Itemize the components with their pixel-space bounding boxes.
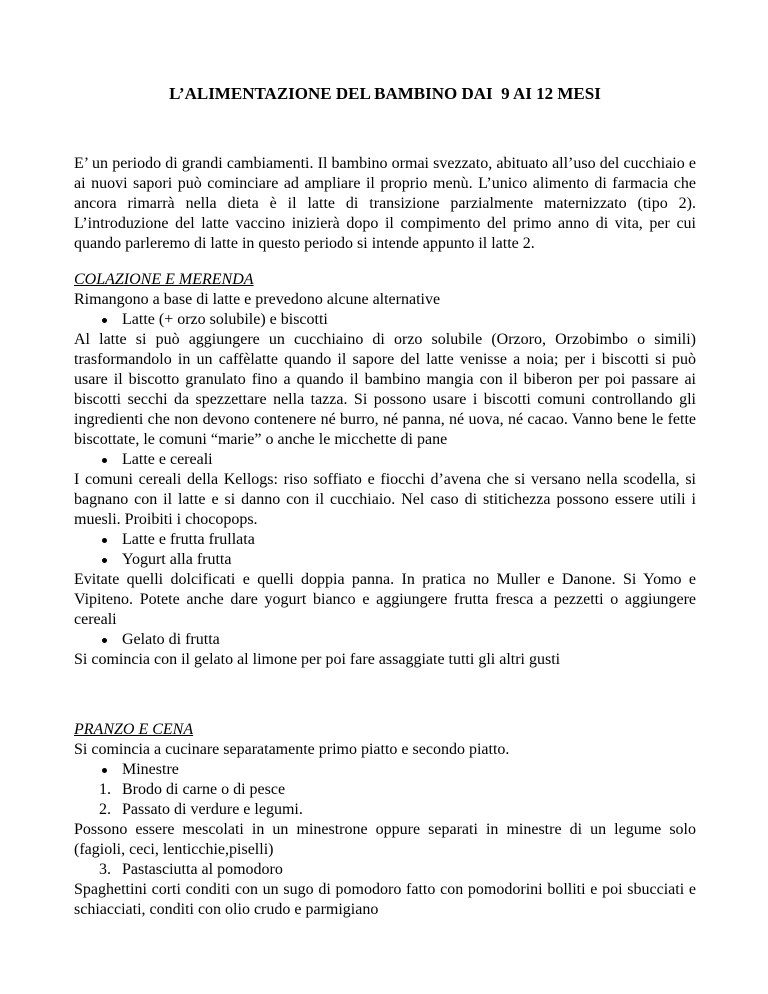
colazione-paragraph: Evitate quelli dolcificati e quelli doppia panna. In pratica no Muller e Danone. Si Yomo e Vipiteno. Potete anche dare yogurt bianco e aggiungere frutta fresca a pezzetti o aggiungere cereali xyxy=(74,571,696,628)
item-number: 3. xyxy=(99,861,111,878)
item-text: Pastasciutta al pomodoro xyxy=(122,861,283,878)
numbered-item xyxy=(74,800,696,820)
colazione-paragraph: Si comincia con il gelato al limone per poi fare assaggiate tutti gli altri gusti xyxy=(74,651,561,668)
numbered-item xyxy=(74,860,696,880)
item-number: 1. xyxy=(99,781,111,798)
bullet-item: Latte e cereali xyxy=(74,450,696,470)
item-text: Brodo di carne o di pesce xyxy=(122,781,286,798)
colazione-paragraph: I comuni cereali della Kellogs: riso soffiato e fiocchi d’avena che si versano nella scodella, si bagnano con il latte e si danno con il cucchiaio. Nel caso di stitichezza possono essere utili i muesli. Proibiti i chocopops. xyxy=(74,471,696,528)
bullet-item: Latte e frutta frullata xyxy=(74,530,696,550)
numbered-item xyxy=(74,780,696,800)
bullet-item: Latte (+ orzo solubile) e biscotti xyxy=(74,310,696,330)
bullet-item: Gelato di frutta xyxy=(74,630,696,650)
section-heading-pranzo: PRANZO E CENA xyxy=(74,721,194,738)
item-text: Passato di verdure e legumi. xyxy=(122,801,303,818)
document-page xyxy=(74,84,696,920)
item-number: 2. xyxy=(99,801,111,818)
bullet-item: Yogurt alla frutta xyxy=(74,550,696,570)
pranzo-paragraph: Spaghettini corti conditi con un sugo di pomodoro fatto con pomodorini bolliti e poi sbucciati e schiacciati, conditi con olio crudo e parmigiano xyxy=(74,881,696,918)
pranzo-lead: Si comincia a cucinare separatamente primo piatto e secondo piatto. xyxy=(74,741,510,758)
bullet-item: Minestre xyxy=(74,760,696,780)
section-heading-colazione: COLAZIONE E MERENDA xyxy=(74,271,254,288)
pranzo-paragraph: Possono essere mescolati in un minestrone oppure separati in minestre di un legume solo (fagioli, ceci, lenticchie,piselli) xyxy=(74,821,696,858)
colazione-lead: Rimangono a base di latte e prevedono alcune alternative xyxy=(74,291,441,308)
document-title: L’ALIMENTAZIONE DEL BAMBINO DAI 9 AI 12 MESI xyxy=(169,84,601,103)
intro-paragraph: E’ un periodo di grandi cambiamenti. Il bambino ormai svezzato, abituato all’uso del cucchiaio e ai nuovi sapori può cominciare ad ampliare il proprio menù. L’unico alimento di farmacia che ancora rimarrà nella dieta è il latte di transizione parzialmente maternizzato (tipo 2). L’introduzione del latte vaccino inizierà dopo il compimento del primo anno di vita, per cui quando parleremo di latte in questo periodo si intende appunto il latte 2. xyxy=(74,155,696,252)
colazione-paragraph: Al latte si può aggiungere un cucchiaino di orzo solubile (Orzoro, Orzobimbo o simili) trasformandolo in un caffèlatte quando il sapore del latte venisse a noia; per i biscotti si può usare il biscotto granulato fino a quando il bambino mangia con il biberon per poi passare ai biscotti secchi da spezzettare nella tazza. Si possono usare i biscotti comuni controllando gli ingredienti che non devono contenere né burro, né panna, né uova, né cacao. Vanno bene le fette biscottate, le comuni “marie” o anche le micchette di pane xyxy=(74,331,696,448)
